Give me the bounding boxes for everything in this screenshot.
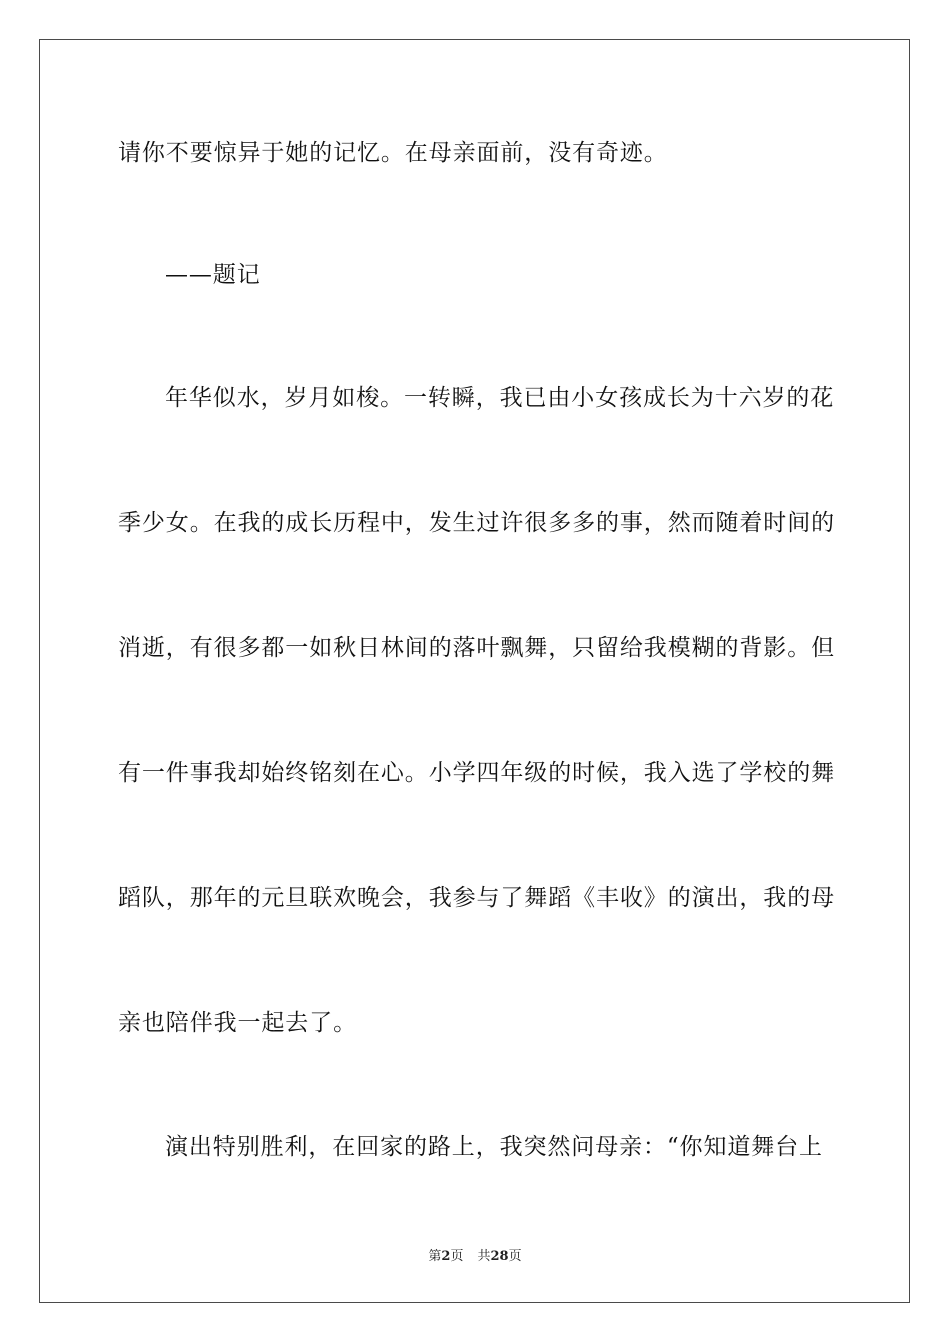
text-line-3: 年华似水，岁月如梭。一转瞬，我已由小女孩成长为十六岁的花 — [165, 385, 835, 411]
text-line-7: 蹈队，那年的元旦联欢晚会，我参与了舞蹈《丰收》的演出，我的母 — [118, 885, 835, 911]
text-line-4: 季少女。在我的成长历程中，发生过许很多多的事，然而随着时间的 — [118, 510, 835, 536]
page-number: 2 — [441, 1249, 451, 1264]
page-suffix: 页 — [450, 1249, 464, 1264]
page-prefix: 第 — [428, 1249, 442, 1264]
text-line-9: 演出特别胜利，在回家的路上，我突然问母亲：“你知道舞台上 — [165, 1134, 823, 1160]
page-border — [39, 39, 910, 1303]
epigraph-attribution: ——题记 — [165, 262, 261, 288]
text-line-8: 亲也陪伴我一起去了。 — [118, 1010, 357, 1036]
page-footer — [0, 1248, 950, 1266]
total-pages: 28 — [490, 1249, 509, 1264]
total-suffix: 页 — [508, 1249, 522, 1264]
text-line-6: 有一件事我却始终铭刻在心。小学四年级的时候，我入选了学校的舞 — [118, 760, 835, 786]
text-line-1: 请你不要惊异于她的记忆。在母亲面前，没有奇迹。 — [118, 140, 668, 166]
text-line-5: 消逝，有很多都一如秋日林间的落叶飘舞，只留给我模糊的背影。但 — [118, 635, 835, 661]
total-prefix: 共 — [477, 1249, 491, 1264]
